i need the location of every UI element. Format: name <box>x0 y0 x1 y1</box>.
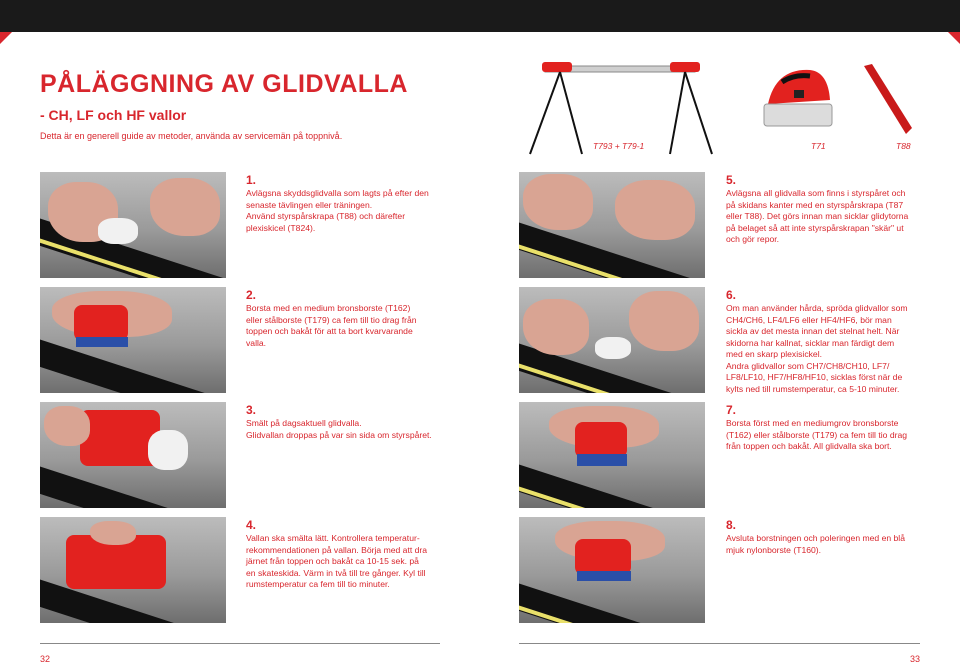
page-title: PÅLÄGGNING AV GLIDVALLA <box>40 70 408 98</box>
top-bar <box>0 0 960 32</box>
step-number: 5. <box>726 173 737 187</box>
step-number: 3. <box>246 403 257 417</box>
step-number: 6. <box>726 288 737 302</box>
product-label-profile: T793 + T79-1 <box>593 141 645 151</box>
step-text: Vallan ska smälta lätt. Kontrollera temperatur- rekommendationen på vallan. Börja med att dra järnet från toppen och bakåt ca 10-15 sek. på en skateskida. Värm in två till tre gånger. Kyl till rumstemperatur ca fem till tio minuter. <box>246 533 428 589</box>
step-4-photo <box>40 517 226 623</box>
step-8-photo <box>519 517 705 623</box>
step-5 <box>726 173 926 246</box>
step-2 <box>246 288 446 349</box>
waxing-iron-icon <box>758 60 838 138</box>
step-number: 2. <box>246 288 257 302</box>
step-3-photo <box>40 402 226 508</box>
page-subtitle: - CH, LF och HF vallor <box>40 107 187 123</box>
step-number: 1. <box>246 173 257 187</box>
plexi-scraper-icon <box>858 62 918 136</box>
product-label-iron: T71 <box>811 141 826 151</box>
step-text: Borsta med en medium bronsborste (T162) eller stålborste (T179) ca fem till tio drag från toppen och bakåt för att ta bort kvarvarande valla. <box>246 303 417 348</box>
corner-accent-left <box>0 32 12 44</box>
step-text: Avlägsna all glidvalla som finns i styrspåret och på skidans kanter med en styrspårskrapa (T87 eller T88). Det görs innan man sicklar glidytorna på belaget så att inte styrspårskrapan "skär" ut och gör repor. <box>726 188 909 244</box>
intro-text: Detta är en generell guide av metoder, använda av servicemän på toppnivå. <box>40 131 343 141</box>
step-1 <box>246 173 446 234</box>
step-1-photo <box>40 172 226 278</box>
step-text: Smält på dagsaktuell glidvalla. Glidvallan droppas på var sin sida om styrspåret. <box>246 418 432 440</box>
page-number-right: 33 <box>910 654 921 664</box>
step-number: 4. <box>246 518 257 532</box>
step-number: 7. <box>726 403 737 417</box>
footer-rule-left <box>40 643 440 644</box>
step-3 <box>246 403 446 441</box>
footer-rule-right <box>519 643 920 644</box>
step-number: 8. <box>726 518 737 532</box>
product-label-scraper: T88 <box>896 141 911 151</box>
corner-accent-right <box>948 32 960 44</box>
step-text: Avlägsna skyddsglidvalla som lagts på efter den senaste tävlingen eller träningen. Använd styrspårskrapa (T88) och därefter plexiskicel (T824). <box>246 188 429 233</box>
step-text: Borsta först med en mediumgrov bronsborste (T162) eller stålborste (T179) ca fem till tio drag från toppen och bakåt. All glidvalla ska bort. <box>726 418 908 451</box>
step-6-photo <box>519 287 705 393</box>
step-5-photo <box>519 172 705 278</box>
step-6 <box>726 288 926 395</box>
step-7-photo <box>519 402 705 508</box>
page-number-left: 32 <box>40 654 51 664</box>
step-7 <box>726 403 926 453</box>
step-text: Om man använder hårda, spröda glidvallor som CH4/CH6, LF4/LF6 eller HF4/HF6, bör man sickla av det mesta innan det stelnat helt. När skidorna har kallnat, sicklar man färdigt dem med en skarp plexisickel. Andra glidvallor som CH7/CH8/CH10, LF7/ LF8/LF10, HF7/HF8/HF10, sicklas först när de kylts ned till rumstemperatur, ca 5-10 minuter. <box>726 303 908 394</box>
step-4 <box>246 518 446 591</box>
step-8 <box>726 518 926 556</box>
step-2-photo <box>40 287 226 393</box>
step-text: Avsluta borstningen och poleringen med en blå mjuk nylonborste (T160). <box>726 533 905 555</box>
